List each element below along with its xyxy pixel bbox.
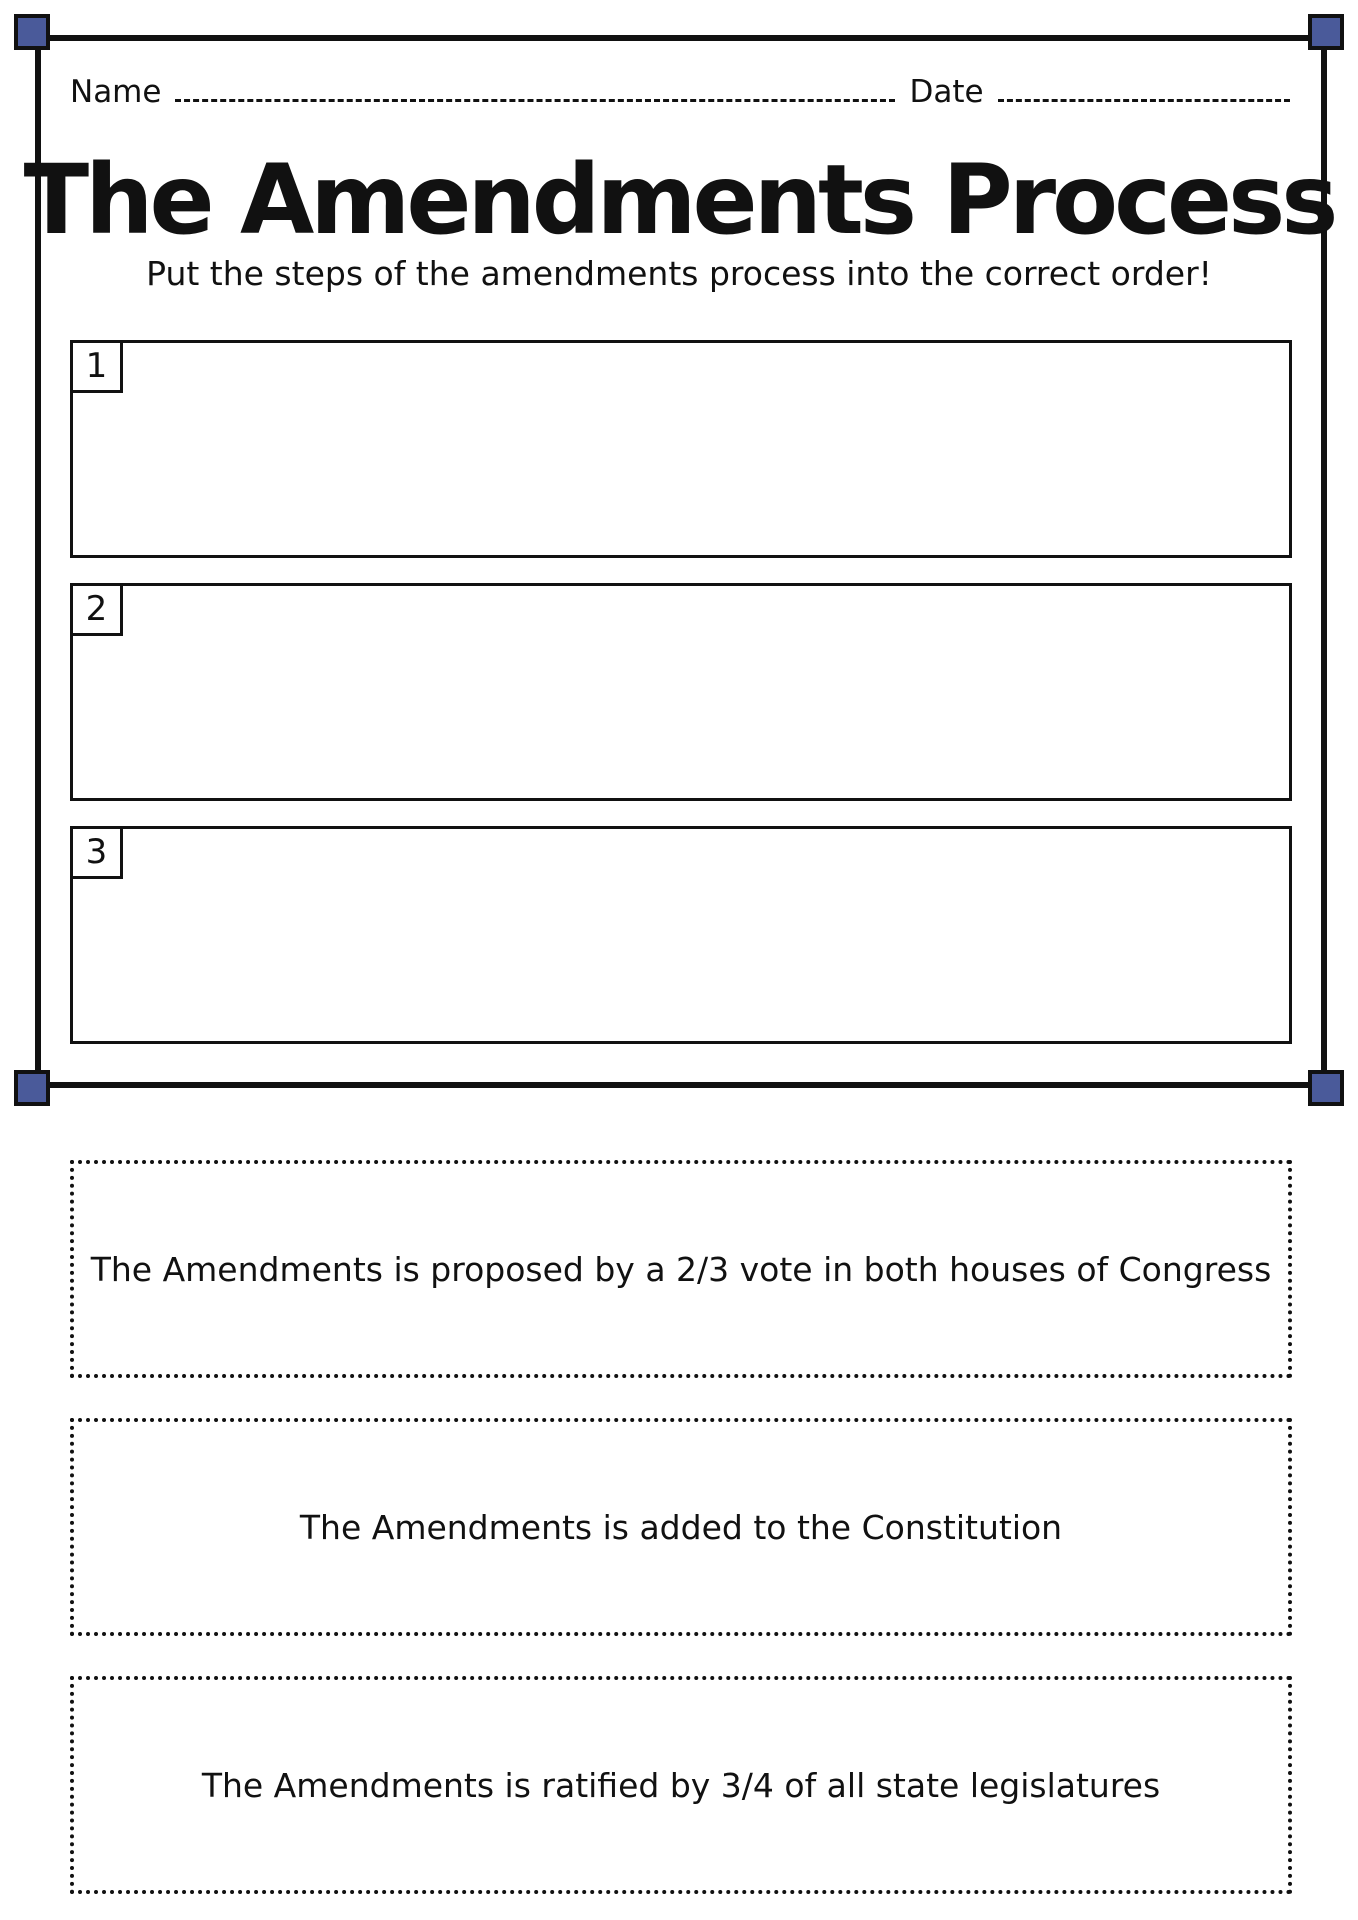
- card-text: The Amendments is added to the Constitution: [299, 1507, 1063, 1547]
- step-number: 1: [73, 343, 123, 393]
- cut-out-card-2[interactable]: [70, 1418, 1292, 1636]
- date-label: Date: [909, 74, 984, 110]
- step-box-3[interactable]: [70, 826, 1292, 1044]
- name-label: Name: [70, 74, 162, 110]
- step-box-2[interactable]: [70, 583, 1292, 801]
- name-field[interactable]: [175, 99, 895, 102]
- corner-square-top-right: [1308, 14, 1344, 50]
- step-box-1[interactable]: [70, 340, 1292, 558]
- cut-out-card-3[interactable]: [70, 1676, 1292, 1894]
- step-number: 2: [73, 586, 123, 636]
- corner-square-bottom-right: [1308, 1070, 1344, 1106]
- page-title: The Amendments Process: [23, 144, 1335, 256]
- corner-square-top-left: [14, 14, 50, 50]
- card-text: The Amendments is ratified by 3/4 of all state legislatures: [201, 1765, 1161, 1805]
- name-date-row: [70, 66, 1290, 110]
- step-number: 3: [73, 829, 123, 879]
- corner-square-bottom-left: [14, 1070, 50, 1106]
- card-text: The Amendments is proposed by a 2/3 vote in both houses of Congress: [90, 1249, 1272, 1289]
- page-subtitle: Put the steps of the amendments process into the correct order!: [146, 254, 1212, 293]
- date-field[interactable]: [998, 99, 1290, 102]
- cut-out-card-1[interactable]: [70, 1160, 1292, 1378]
